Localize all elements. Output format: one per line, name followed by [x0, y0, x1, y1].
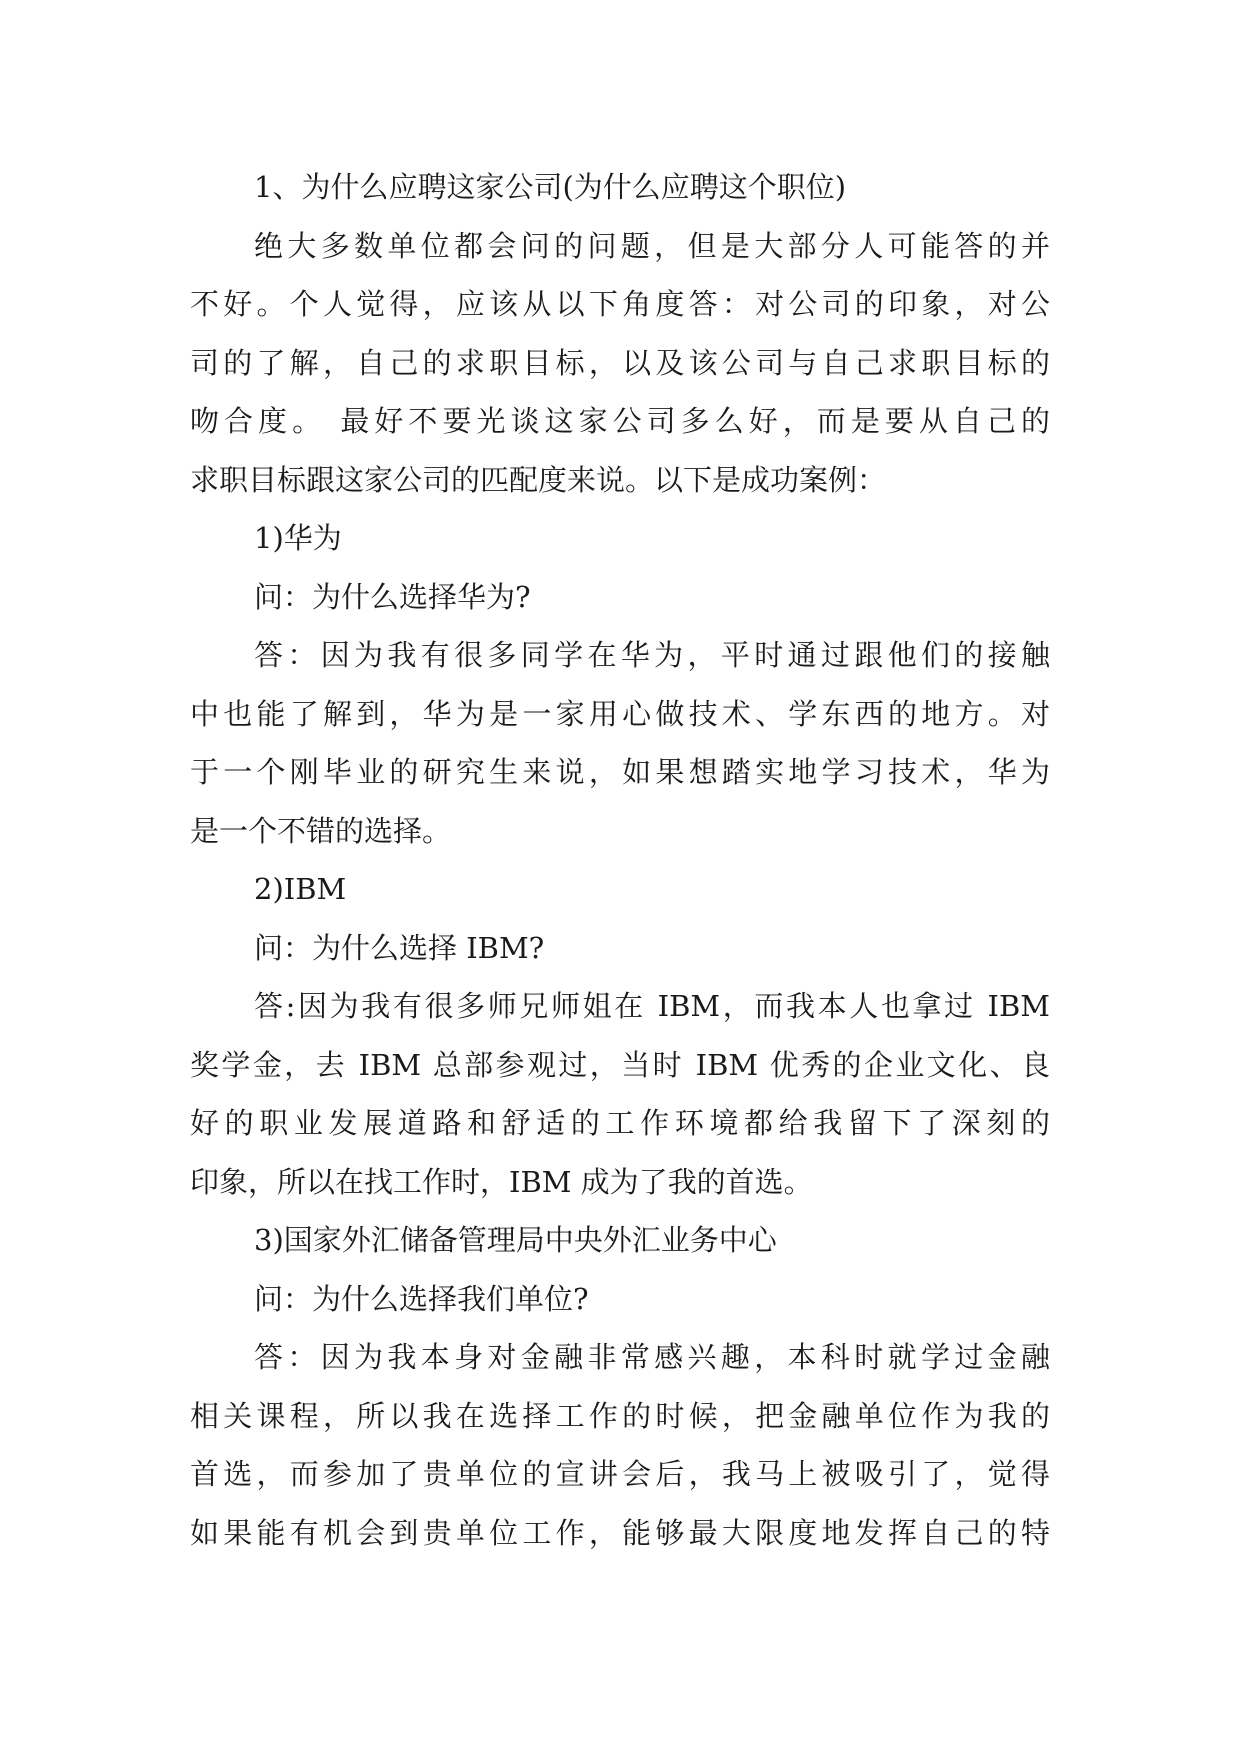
- question-ibm: 问：为什么选择 IBM?: [254, 930, 545, 965]
- answer-line: 于一个刚毕业的研究生来说，如果想踏实地学习技术，华为: [190, 755, 1050, 789]
- case-heading-safe: 3)国家外汇储备管理局中央外汇业务中心: [254, 1223, 777, 1257]
- answer-line: 是一个不错的选择。: [190, 813, 452, 848]
- question-huawei: 问：为什么选择华为?: [254, 579, 531, 614]
- paragraph-line: 绝大多数单位都会问的问题，但是大部分人可能答的并: [254, 228, 1050, 263]
- document-body: [190, 158, 1050, 1562]
- case-heading-huawei: 1)华为: [254, 521, 342, 555]
- case-heading-ibm: 2)IBM: [254, 872, 347, 906]
- answer-line: 相关课程，所以我在选择工作的时候，把金融单位作为我的: [190, 1398, 1050, 1433]
- answer-line: 奖学金，去 IBM 总部参观过，当时 IBM 优秀的企业文化、良: [190, 1047, 1050, 1082]
- paragraph-line: 求职目标跟这家公司的匹配度来说。以下是成功案例：: [190, 462, 887, 497]
- answer-line: 答：因为我有很多同学在华为，平时通过跟他们的接触: [254, 638, 1050, 672]
- heading-why-apply: 1、为什么应聘这家公司(为什么应聘这个职位): [254, 170, 847, 204]
- paragraph-line: 吻合度。 最好不要光谈这家公司多么好，而是要从自己的: [190, 404, 1050, 438]
- answer-line: 如果能有机会到贵单位工作，能够最大限度地发挥自己的特: [190, 1515, 1050, 1550]
- answer-line: 好的职业发展道路和舒适的工作环境都给我留下了深刻的: [190, 1106, 1050, 1140]
- answer-line: 答：因为我本身对金融非常感兴趣，本科时就学过金融: [254, 1340, 1050, 1374]
- answer-line: 中也能了解到，华为是一家用心做技术、学东西的地方。对: [190, 696, 1050, 731]
- paragraph-line: 司的了解，自己的求职目标，以及该公司与自己求职目标的: [190, 345, 1050, 380]
- question-safe: 问：为什么选择我们单位?: [254, 1281, 589, 1316]
- paragraph-line: 不好。个人觉得，应该从以下角度答：对公司的印象，对公: [190, 287, 1050, 321]
- answer-line: 首选，而参加了贵单位的宣讲会后，我马上被吸引了，觉得: [190, 1457, 1050, 1491]
- answer-line: 答:因为我有很多师兄师姐在 IBM，而我本人也拿过 IBM: [254, 989, 1050, 1023]
- answer-line: 印象，所以在找工作时，IBM 成为了我的首选。: [190, 1164, 813, 1199]
